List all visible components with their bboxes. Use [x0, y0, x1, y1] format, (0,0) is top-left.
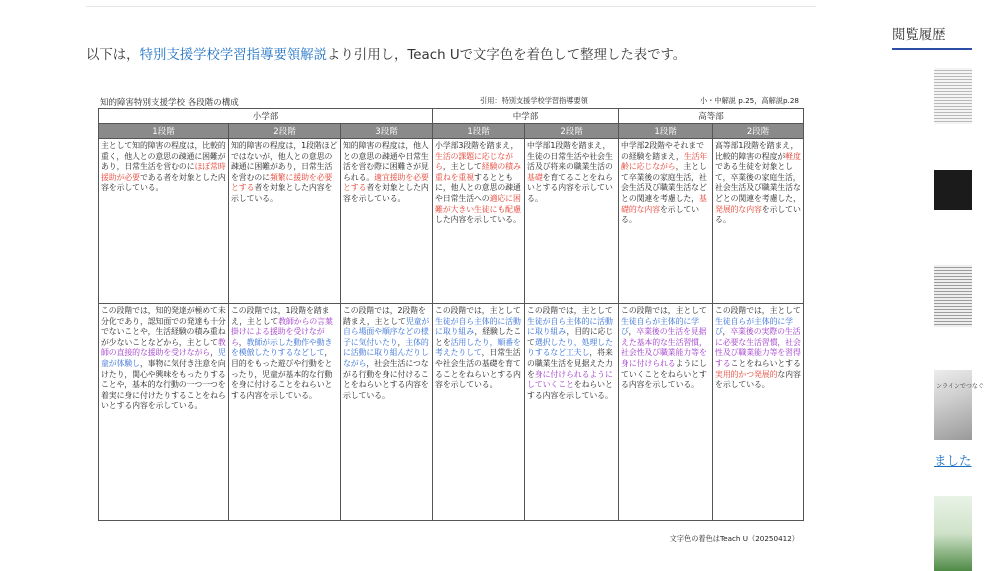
highlight-text-blue: 生徒自らが主体的に学び: [715, 316, 793, 337]
stage-header: 1段階: [433, 124, 525, 139]
table-row-aims: [99, 304, 804, 521]
table-cell: [99, 139, 229, 304]
history-title-underline: [892, 48, 972, 50]
history-thumbnail[interactable]: [934, 68, 972, 124]
cell-text: この段階では，主として: [435, 306, 521, 315]
cell-text: ，: [397, 337, 406, 347]
stage-header: 2段階: [525, 124, 619, 139]
highlight-text-red: 発展的な内容: [715, 204, 762, 214]
cell-text: この段階では，主として: [527, 306, 613, 315]
highlight-text-blue: 生徒が自ら主体的に活動に取り組み: [435, 316, 521, 337]
highlight-text-blue: 活用したり，順番を考えたりして: [435, 337, 521, 358]
stage-header: 2段階: [229, 124, 341, 139]
cell-text: ，主として卒業後の家庭生活，社会生活及び職業生活などとの関連を考慮した，: [621, 162, 707, 203]
cell-text: である者を対象とした内容を示している。: [101, 172, 226, 193]
highlight-text-red: 軽度: [785, 151, 801, 161]
stage-header: 1段階: [99, 124, 229, 139]
cell-text: ，目的をもった遊びや行動をとったり，児童が基本的な行動を身に付けることをねらいとする内容を示している。: [231, 348, 333, 400]
cell-text: を示している。: [621, 204, 699, 225]
cell-text: を示している。: [715, 204, 801, 225]
table-cell: [713, 304, 804, 521]
highlight-text-red: 頻繁に援助を必要とする: [231, 172, 333, 193]
doc-pages: 小・中解説 p.25，高解説p.28: [700, 96, 799, 105]
school-header-elementary: 小学部: [99, 109, 433, 124]
stage-header: 3段階: [341, 124, 433, 139]
cell-text: この段階では，知的発達が極めて未分化であり，認知面での発達も十分でないことや，生活経験の積み重ねが少ないことなどから，主として: [101, 306, 226, 347]
highlight-text-red: 基礎: [527, 172, 543, 182]
table-cell: [713, 139, 804, 304]
highlight-text-purple: 教師からの言葉掛けによる援助を受けながら: [231, 316, 333, 347]
table-cell: [341, 139, 433, 304]
table-cell: [433, 304, 525, 521]
thumbnail-caption: ンラインでつなぐ: [936, 383, 984, 390]
table-cell: [229, 304, 341, 521]
doc-citation: 引用：特別支援学校学習指導要領: [480, 96, 588, 105]
history-thumbnail[interactable]: [934, 265, 972, 327]
cell-text: この段階では，1段階を踏まえ，主として: [231, 306, 330, 326]
cell-text: ，: [210, 348, 218, 358]
cell-text: 中学部1段階を踏まえ，生徒の日常生活や社会生活及び将来の職業生活の: [527, 141, 613, 172]
school-header-senior: 高等部: [619, 109, 804, 124]
stage-header: 1段階: [619, 124, 713, 139]
intro-text: [86, 47, 826, 65]
table-cell: [99, 304, 229, 521]
highlight-text-blue: 主体的に活動に取り組んだりしながら: [343, 337, 429, 368]
cell-text: ，目的に応じて: [527, 327, 614, 347]
highlight-text-blue: 選択したり，処理したりするなど工夫し: [527, 337, 613, 358]
color-footnote: 文字色の着色はTeach U（20250412）: [669, 534, 799, 543]
cell-text: ，事物に気付き注意を向けたり，関心や興味をもったりすることや，基本的な行動の一つ一つを着実に身に付けたりすることをねらいとする内容を示している。: [101, 358, 226, 411]
table-row-target: [99, 139, 804, 304]
history-thumbnail[interactable]: [934, 170, 972, 210]
doc-title: 知的障害特別支援学校 各段階の構成: [100, 98, 239, 108]
highlight-text-purple: 卒業後の実際の生活に必要な生活習慣，社会性及び職業能力等を習得する: [715, 327, 801, 368]
history-link[interactable]: ました: [934, 453, 972, 468]
top-divider: [86, 6, 816, 7]
cell-text: 者を対象とした内容を示している。: [231, 183, 333, 203]
highlight-text-red: 適応に困難が大きい生徒にも配慮: [435, 193, 521, 214]
highlight-text-red: 生活の課題に応じながら: [435, 151, 513, 172]
highlight-text-purple: 身に付けられるようにしていくこと: [527, 369, 613, 390]
cell-text: ことをねらいとする: [730, 358, 801, 368]
cell-text: ようにしていくことをねらいとする内容を示している。: [621, 358, 707, 390]
highlight-text-blue: 生徒が自ら主体的に活動に取り組み: [527, 316, 613, 337]
cell-text: ，: [722, 327, 731, 337]
school-header-junior: 中学部: [433, 109, 619, 124]
history-title: 閲覧履歴: [892, 28, 946, 43]
cell-text: である生徒を対象として，卒業後の家庭生活，社会生活及び職業生活などとの関連を考慮した，: [715, 162, 801, 203]
table-cell: [619, 139, 713, 304]
highlight-text-red: 実用的かつ発展的: [715, 369, 778, 379]
cell-text: 小学部3段階を踏まえ，: [435, 141, 519, 150]
cell-text: この段階では，2段階を踏まえ，主として: [343, 306, 426, 326]
table-cell: [341, 304, 433, 521]
table-cell: [619, 304, 713, 521]
cell-text: ，日常生活や社会生活の基礎を育てることをねらいとする内容を示している。: [435, 348, 521, 390]
history-thumbnail[interactable]: [934, 496, 972, 571]
table-cell: [433, 139, 525, 304]
cell-text: ，将来の職業生活を見据えた力を: [527, 348, 613, 379]
highlight-text-blue: 教師が示した動作や動きを模倣したりするなどして: [231, 337, 333, 358]
cell-text: 高等部1段階を踏まえ，比較的障害の程度が: [715, 141, 799, 161]
cell-text: ，社会生活につながる行動を身に付けることをねらいとする内容を示している。: [343, 358, 429, 400]
cell-text: な内容を示している。: [715, 369, 801, 390]
cell-text: 者を対象とした内容を示している。: [343, 183, 429, 203]
highlight-text-blue: 児童が体験し: [101, 348, 226, 368]
cell-text: するとともに，他人との意思の疎通や日常生活への: [435, 172, 521, 203]
stage-header: 2段階: [713, 124, 804, 139]
table-cell: [525, 139, 619, 304]
highlight-text-purple: 教師の直接的な援助を受けながら: [101, 337, 226, 358]
cell-text: ，: [238, 337, 247, 347]
highlight-text-red: 生活年齢に応じながら: [621, 151, 708, 172]
cell-text: この段階では，主として: [621, 306, 707, 315]
history-thumbnail[interactable]: [934, 370, 984, 440]
highlight-text-red: 適宜援助を必要とする: [343, 172, 429, 193]
highlight-text-purple: 卒業後の生活を見据えた基本的な生活習慣，社会性及び職業能力等を身に付けられる: [621, 327, 707, 368]
cell-text: ，: [628, 327, 637, 337]
cell-text: ，経験したことを: [435, 327, 522, 347]
highlight-text-blue: 児童が自ら場面や順序などの様子に気付いたり: [343, 316, 430, 347]
intro-after: より引用し，Teach Uで文字色を着色して整理した表です。: [327, 48, 687, 63]
cell-text: 知的障害の程度は，他人との意思の疎通や日常生活を営む際に困難さが見られる。: [343, 141, 429, 182]
cell-text: した内容を示している。: [435, 215, 521, 225]
cell-text: を育てることをねらいとする内容を示している。: [527, 172, 613, 203]
highlight-text-red: 基礎的な内容: [621, 193, 707, 214]
stage-structure-table-image: [98, 95, 803, 545]
guideline-link[interactable]: 特別支援学校学習指導要領解説: [139, 48, 328, 63]
cell-text: 主として知的障害の程度は，比較的重く，他人との意思の疎通に困難があり，日常生活を営むのに: [101, 141, 226, 172]
highlight-text-blue: 生徒自らが主体的に学び: [621, 316, 699, 337]
highlight-text-red: ほぼ常時援助が必要: [101, 162, 226, 182]
table-cell: [229, 139, 341, 304]
cell-text: ，主として: [442, 162, 482, 172]
cell-text: この段階では，主として: [715, 306, 801, 315]
cell-text: 中学部2段階やそれまでの経験を踏まえ，: [621, 141, 704, 161]
cell-text: をねらいとする内容を示している。: [527, 380, 613, 400]
table-cell: [525, 304, 619, 521]
stage-table: [98, 108, 804, 521]
cell-text: 知的障害の程度は，1段階ほどではないが，他人との意思の疎通に困難があり，日常生活を営むのに: [231, 141, 338, 182]
intro-before: 以下は，: [86, 48, 140, 63]
highlight-text-red: 経験の積み重ねを重視: [435, 162, 521, 182]
